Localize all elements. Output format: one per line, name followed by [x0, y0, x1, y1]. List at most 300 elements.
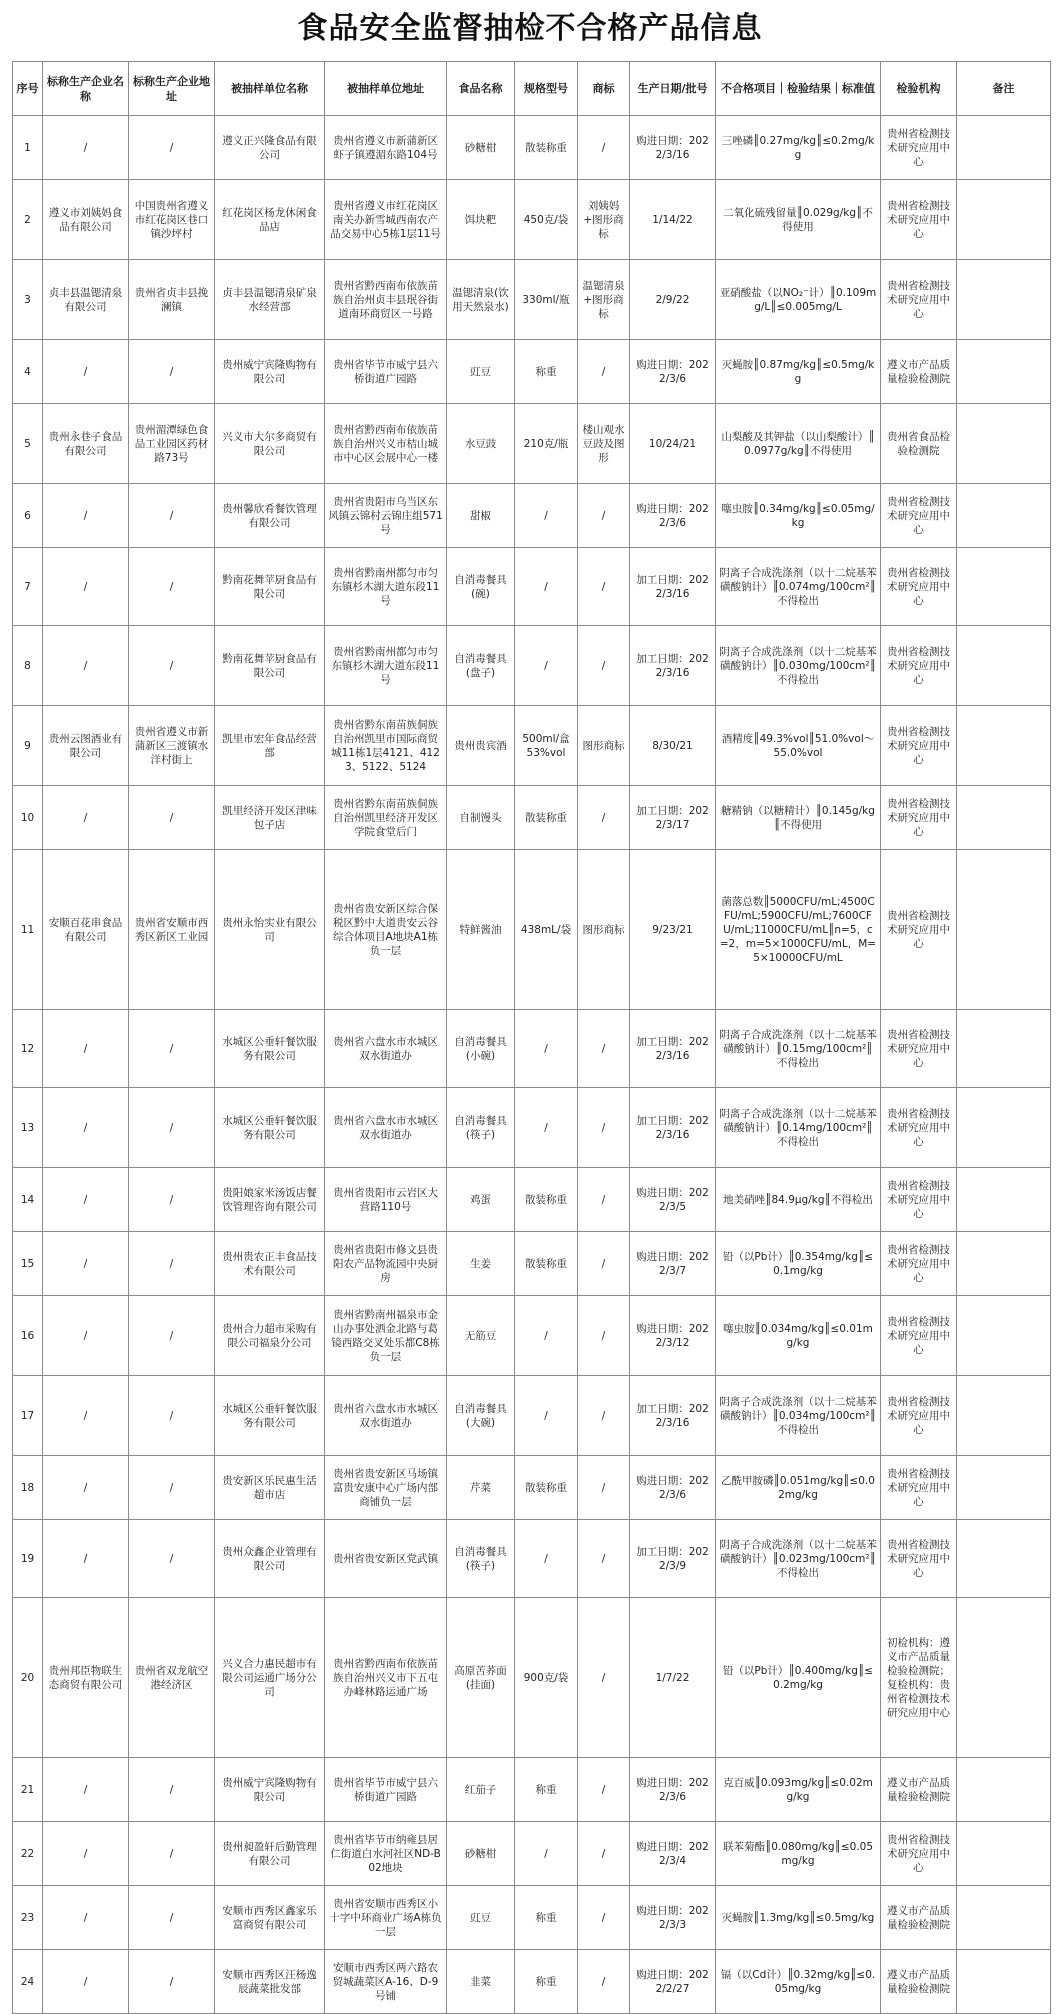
cell-failed-item: 镉（以Cd计）║0.32mg/kg║≤0.05mg/kg [716, 1950, 881, 2014]
cell-brand: / [578, 484, 630, 548]
cell-spec: / [515, 548, 578, 626]
cell-agency: 贵州省检测技术研究应用中心 [881, 1520, 957, 1598]
cell-spec: 210克/瓶 [515, 404, 578, 484]
cell-food-name: 自消毒餐具(筷子) [447, 1088, 515, 1168]
cell-failed-item: 菌落总数║5000CFU/mL;4500CFU/mL;5900CFU/mL;7600CFU/mL;11000CFU/mL║n=5，c=2，m=5×1000CFU/mL，M=5×10000CFU/mL [716, 850, 881, 1010]
cell-sampled-unit: 贵州威宁宾隆购物有限公司 [215, 1758, 325, 1822]
cell-spec: / [515, 484, 578, 548]
cell-note [957, 1456, 1051, 1520]
cell-food-name: 韭菜 [447, 1950, 515, 2014]
table-row [13, 1598, 1051, 1758]
cell-spec: 散装称重 [515, 1232, 578, 1296]
cell-agency: 贵州省检测技术研究应用中心 [881, 548, 957, 626]
cell-food-name: 砂糖柑 [447, 116, 515, 180]
cell-note [957, 116, 1051, 180]
cell-producer-address: 贵州湄潭绿色食品工业园区药材路73号 [129, 404, 215, 484]
cell-agency: 贵州省食品检验检测院 [881, 404, 957, 484]
cell-producer: 安顺百花串食品有限公司 [43, 850, 129, 1010]
cell-date: 购进日期：2022/3/6 [630, 484, 716, 548]
cell-date: 购进日期：2022/3/7 [630, 1232, 716, 1296]
cell-food-name: 红茄子 [447, 1758, 515, 1822]
cell-agency: 贵州省检测技术研究应用中心 [881, 626, 957, 706]
cell-sampled-address: 贵州省毕节市威宁县六桥街道广园路 [325, 1758, 447, 1822]
cell-brand: / [578, 1520, 630, 1598]
cell-producer: / [43, 1010, 129, 1088]
cell-producer: 贵州邦臣物联生态商贸有限公司 [43, 1598, 129, 1758]
cell-producer: / [43, 1456, 129, 1520]
cell-failed-item: 阴离子合成洗涤剂（以十二烷基苯磺酸钠计）║0.030mg/100cm²║不得检出 [716, 626, 881, 706]
cell-sampled-unit: 凯里经济开发区津味包子店 [215, 786, 325, 850]
cell-producer: 贵州永巷子食品有限公司 [43, 404, 129, 484]
col-failed-item: 不合格项目｜检验结果｜标准值 [716, 62, 881, 116]
cell-brand: / [578, 1822, 630, 1886]
cell-sampled-address: 贵州省六盘水市水城区双水街道办 [325, 1088, 447, 1168]
cell-agency: 贵州省检测技术研究应用中心 [881, 1088, 957, 1168]
table-row [13, 1376, 1051, 1456]
cell-brand: / [578, 1950, 630, 2014]
col-date: 生产日期/批号 [630, 62, 716, 116]
table-row [13, 1520, 1051, 1598]
cell-note [957, 1168, 1051, 1232]
cell-date: 加工日期：2022/3/16 [630, 548, 716, 626]
cell-failed-item: 铅（以Pb计）║0.400mg/kg║≤0.2mg/kg [716, 1598, 881, 1758]
cell-note [957, 1822, 1051, 1886]
cell-date: 加工日期：2022/3/16 [630, 1088, 716, 1168]
cell-sampled-unit: 贵州合力超市采购有限公司福泉分公司 [215, 1296, 325, 1376]
cell-food-name: 自消毒餐具(大碗) [447, 1376, 515, 1456]
cell-no: 24 [13, 1950, 43, 2014]
cell-sampled-unit: 安顺市西秀区汪杨逸辰蔬菜批发部 [215, 1950, 325, 2014]
col-no: 序号 [13, 62, 43, 116]
cell-sampled-address: 贵州省黔南州福泉市金山办事处洒金北路与葛镜西路交叉处乐都C8栋负一层 [325, 1296, 447, 1376]
cell-spec: 散装称重 [515, 786, 578, 850]
cell-producer: / [43, 786, 129, 850]
cell-sampled-unit: 贵阳娘家米汤饭店餐饮管理咨询有限公司 [215, 1168, 325, 1232]
cell-food-name: 无筋豆 [447, 1296, 515, 1376]
table-row [13, 340, 1051, 404]
cell-no: 22 [13, 1822, 43, 1886]
cell-sampled-unit: 安顺市西秀区鑫家乐富商贸有限公司 [215, 1886, 325, 1950]
cell-sampled-unit: 贵安新区乐民惠生活超市店 [215, 1456, 325, 1520]
cell-brand: / [578, 1168, 630, 1232]
table-row [13, 626, 1051, 706]
cell-failed-item: 地美硝唑║84.9μg/kg║不得检出 [716, 1168, 881, 1232]
cell-agency: 遵义市产品质量检验检测院 [881, 340, 957, 404]
cell-no: 6 [13, 484, 43, 548]
cell-sampled-address: 贵州省六盘水市水城区双水街道办 [325, 1376, 447, 1456]
cell-producer: / [43, 626, 129, 706]
cell-spec: 称重 [515, 1950, 578, 2014]
cell-spec: 500ml/盒 53%vol [515, 706, 578, 786]
cell-spec: 散装称重 [515, 1168, 578, 1232]
table-row [13, 1758, 1051, 1822]
cell-brand: / [578, 1456, 630, 1520]
cell-producer-address: / [129, 484, 215, 548]
cell-producer-address: / [129, 1758, 215, 1822]
cell-note [957, 1598, 1051, 1758]
cell-brand: / [578, 340, 630, 404]
cell-note [957, 484, 1051, 548]
cell-food-name: 特鲜酱油 [447, 850, 515, 1010]
cell-agency: 贵州省检测技术研究应用中心 [881, 1376, 957, 1456]
cell-sampled-address: 贵州省黔西南布依族苗族自治州兴义市桔山城市中心区会展中心一楼 [325, 404, 447, 484]
cell-producer: / [43, 1296, 129, 1376]
cell-producer: 遵义市刘姨妈食品有限公司 [43, 180, 129, 260]
cell-producer-address: 贵州省贞丰县挽澜镇 [129, 260, 215, 340]
cell-sampled-unit: 黔南花舞苹厨食品有限公司 [215, 626, 325, 706]
cell-producer: / [43, 340, 129, 404]
cell-sampled-unit: 凯里市宏年食品经营部 [215, 706, 325, 786]
cell-sampled-address: 贵州省贵阳市云岩区大营路110号 [325, 1168, 447, 1232]
cell-sampled-address: 贵州省黔东南苗族侗族自治州凯里经济开发区学院食堂后门 [325, 786, 447, 850]
cell-agency: 贵州省检测技术研究应用中心 [881, 116, 957, 180]
cell-producer-address: / [129, 786, 215, 850]
table-row [13, 1168, 1051, 1232]
cell-producer: / [43, 1822, 129, 1886]
cell-agency: 贵州省检测技术研究应用中心 [881, 850, 957, 1010]
cell-agency: 遵义市产品质量检验检测院 [881, 1886, 957, 1950]
cell-spec: 称重 [515, 1758, 578, 1822]
cell-failed-item: 二氧化硫残留量║0.029g/kg║不得使用 [716, 180, 881, 260]
cell-producer-address: / [129, 1520, 215, 1598]
cell-brand: / [578, 1232, 630, 1296]
cell-spec: / [515, 1822, 578, 1886]
cell-sampled-address: 贵州省黔西南布依族苗族自治州贞丰县珉谷街道南环商贸区一号路 [325, 260, 447, 340]
cell-producer: / [43, 116, 129, 180]
cell-date: 购进日期：2022/3/6 [630, 1456, 716, 1520]
col-producer-address: 标称生产企业地址 [129, 62, 215, 116]
cell-no: 14 [13, 1168, 43, 1232]
cell-sampled-unit: 贵州馨欣肴餐饮管理有限公司 [215, 484, 325, 548]
cell-date: 购进日期：2022/3/6 [630, 340, 716, 404]
cell-date: 加工日期：2022/3/9 [630, 1520, 716, 1598]
cell-date: 加工日期：2022/3/17 [630, 786, 716, 850]
table-row [13, 706, 1051, 786]
cell-note [957, 1232, 1051, 1296]
cell-spec: 散装称重 [515, 1456, 578, 1520]
table-row [13, 1088, 1051, 1168]
cell-producer-address: 中国贵州省遵义市红花岗区巷口镇沙坪村 [129, 180, 215, 260]
cell-failed-item: 灭蝇胺║0.87mg/kg║≤0.5mg/kg [716, 340, 881, 404]
cell-producer-address: / [129, 626, 215, 706]
cell-sampled-unit: 贵州威宁宾隆购物有限公司 [215, 340, 325, 404]
cell-agency: 贵州省检测技术研究应用中心 [881, 786, 957, 850]
header-row [13, 62, 1051, 116]
cell-producer-address: 贵州省双龙航空港经济区 [129, 1598, 215, 1758]
table-row [13, 1296, 1051, 1376]
cell-no: 8 [13, 626, 43, 706]
col-food-name: 食品名称 [447, 62, 515, 116]
cell-note [957, 1296, 1051, 1376]
table-row [13, 484, 1051, 548]
cell-producer-address: / [129, 1456, 215, 1520]
cell-food-name: 饵块粑 [447, 180, 515, 260]
col-spec: 规格型号 [515, 62, 578, 116]
cell-producer-address: / [129, 1010, 215, 1088]
cell-failed-item: 噻虫胺║0.034mg/kg║≤0.01mg/kg [716, 1296, 881, 1376]
cell-agency: 贵州省检测技术研究应用中心 [881, 260, 957, 340]
cell-agency: 贵州省检测技术研究应用中心 [881, 1232, 957, 1296]
cell-note [957, 548, 1051, 626]
cell-agency: 初检机构：遵义市产品质量检验检测院；复检机构：贵州省检测技术研究应用中心 [881, 1598, 957, 1758]
cell-note [957, 260, 1051, 340]
cell-producer-address: / [129, 1168, 215, 1232]
cell-note [957, 180, 1051, 260]
cell-sampled-unit: 红花岗区杨龙休闲食品店 [215, 180, 325, 260]
cell-no: 9 [13, 706, 43, 786]
cell-no: 19 [13, 1520, 43, 1598]
cell-food-name: 温锶清泉(饮用天然泉水) [447, 260, 515, 340]
cell-sampled-address: 贵州省贵安新区马场镇富贵安康中心广场内部商铺负一层 [325, 1456, 447, 1520]
cell-food-name: 砂糖柑 [447, 1822, 515, 1886]
cell-note [957, 1758, 1051, 1822]
cell-no: 20 [13, 1598, 43, 1758]
cell-sampled-address: 贵州省遵义市新蒲新区虾子镇遵湄东路104号 [325, 116, 447, 180]
cell-sampled-unit: 贵州永怡实业有限公司 [215, 850, 325, 1010]
table-row [13, 1950, 1051, 2014]
cell-food-name: 豇豆 [447, 1886, 515, 1950]
table-row [13, 1232, 1051, 1296]
cell-note [957, 1376, 1051, 1456]
cell-brand: / [578, 1088, 630, 1168]
cell-date: 购进日期：2022/3/16 [630, 116, 716, 180]
cell-date: 购进日期：2022/3/4 [630, 1822, 716, 1886]
cell-sampled-address: 贵州省毕节市威宁县六桥街道广园路 [325, 340, 447, 404]
cell-agency: 贵州省检测技术研究应用中心 [881, 1168, 957, 1232]
cell-note [957, 706, 1051, 786]
cell-brand: / [578, 1598, 630, 1758]
cell-brand: 刘姨妈+图形商标 [578, 180, 630, 260]
cell-brand: 图形商标 [578, 850, 630, 1010]
cell-no: 12 [13, 1010, 43, 1088]
cell-date: 2/9/22 [630, 260, 716, 340]
col-sampled-address: 被抽样单位地址 [325, 62, 447, 116]
cell-no: 7 [13, 548, 43, 626]
cell-spec: / [515, 1088, 578, 1168]
cell-producer: / [43, 1886, 129, 1950]
table-row [13, 1822, 1051, 1886]
cell-producer: / [43, 1376, 129, 1456]
cell-note [957, 626, 1051, 706]
cell-sampled-address: 贵州省黔东南苗族侗族自治州凯里市国际商贸城11栋1层4121、4123、5122、5124 [325, 706, 447, 786]
cell-date: 10/24/21 [630, 404, 716, 484]
cell-sampled-address: 贵州省贵安新区综合保税区黔中大道贵安云谷综合体项目A地块A1栋负一层 [325, 850, 447, 1010]
cell-no: 2 [13, 180, 43, 260]
cell-no: 11 [13, 850, 43, 1010]
cell-failed-item: 亚硝酸盐（以NO₂⁻计）║0.109mg/L║≤0.005mg/L [716, 260, 881, 340]
cell-no: 15 [13, 1232, 43, 1296]
cell-sampled-unit: 黔南花舞苹厨食品有限公司 [215, 548, 325, 626]
cell-brand: / [578, 1758, 630, 1822]
cell-sampled-unit: 水城区公垂轩餐饮服务有限公司 [215, 1088, 325, 1168]
cell-date: 购进日期：2022/3/5 [630, 1168, 716, 1232]
cell-food-name: 高原苦荞面(挂面) [447, 1598, 515, 1758]
cell-note [957, 850, 1051, 1010]
cell-failed-item: 铅（以Pb计）║0.354mg/kg║≤0.1mg/kg [716, 1232, 881, 1296]
col-agency: 检验机构 [881, 62, 957, 116]
cell-no: 23 [13, 1886, 43, 1950]
cell-sampled-address: 贵州省黔南州都匀市匀东镇杉木湖大道东段11号 [325, 548, 447, 626]
cell-sampled-unit: 兴义市大尔多商贸有限公司 [215, 404, 325, 484]
cell-food-name: 自消毒餐具(筷子) [447, 1520, 515, 1598]
cell-failed-item: 糖精钠（以糖精计）║0.145g/kg║不得使用 [716, 786, 881, 850]
cell-failed-item: 灭蝇胺║1.3mg/kg║≤0.5mg/kg [716, 1886, 881, 1950]
cell-food-name: 自消毒餐具(小碗) [447, 1010, 515, 1088]
cell-spec: 438mL/袋 [515, 850, 578, 1010]
cell-sampled-unit: 贞丰县温锶清泉矿泉水经营部 [215, 260, 325, 340]
cell-failed-item: 阴离子合成洗涤剂（以十二烷基苯磺酸钠计）║0.15mg/100cm²║不得检出 [716, 1010, 881, 1088]
cell-date: 加工日期：2022/3/16 [630, 626, 716, 706]
cell-sampled-address: 贵州省黔西南布依族苗族自治州兴义市下五屯办峰林路运通广场 [325, 1598, 447, 1758]
cell-food-name: 鸡蛋 [447, 1168, 515, 1232]
cell-failed-item: 克百威║0.093mg/kg║≤0.02mg/kg [716, 1758, 881, 1822]
cell-no: 17 [13, 1376, 43, 1456]
cell-no: 13 [13, 1088, 43, 1168]
cell-failed-item: 乙酰甲胺磷║0.051mg/kg║≤0.02mg/kg [716, 1456, 881, 1520]
table-row [13, 180, 1051, 260]
cell-food-name: 豇豆 [447, 340, 515, 404]
cell-brand: 图形商标 [578, 706, 630, 786]
cell-no: 16 [13, 1296, 43, 1376]
cell-brand: / [578, 626, 630, 706]
cell-date: 购进日期：2022/3/6 [630, 1758, 716, 1822]
cell-sampled-address: 贵州省安顺市西秀区小十字中环商业广场A栋负一层 [325, 1886, 447, 1950]
cell-date: 9/23/21 [630, 850, 716, 1010]
cell-spec: / [515, 1296, 578, 1376]
cell-brand: / [578, 116, 630, 180]
cell-sampled-unit: 贵州昶盈轩后勤管理有限公司 [215, 1822, 325, 1886]
table-row [13, 116, 1051, 180]
cell-food-name: 自制馒头 [447, 786, 515, 850]
cell-sampled-address: 贵州省黔南州都匀市匀东镇杉木湖大道东段11号 [325, 626, 447, 706]
cell-producer-address: / [129, 1950, 215, 2014]
cell-producer: / [43, 1520, 129, 1598]
table-row [13, 404, 1051, 484]
col-brand: 商标 [578, 62, 630, 116]
cell-failed-item: 联苯菊酯║0.080mg/kg║≤0.05mg/kg [716, 1822, 881, 1886]
table-row [13, 786, 1051, 850]
cell-date: 加工日期：2022/3/16 [630, 1010, 716, 1088]
cell-producer-address: 贵州省遵义市新蒲新区三渡镇水洋村街上 [129, 706, 215, 786]
cell-sampled-unit: 贵州众鑫企业管理有限公司 [215, 1520, 325, 1598]
cell-date: 8/30/21 [630, 706, 716, 786]
cell-failed-item: 噻虫胺║0.34mg/kg║≤0.05mg/kg [716, 484, 881, 548]
table-row [13, 1886, 1051, 1950]
cell-spec: / [515, 1010, 578, 1088]
cell-producer-address: / [129, 1376, 215, 1456]
cell-producer: / [43, 1758, 129, 1822]
cell-date: 购进日期：2022/3/12 [630, 1296, 716, 1376]
cell-no: 1 [13, 116, 43, 180]
cell-brand: / [578, 786, 630, 850]
cell-note [957, 404, 1051, 484]
cell-failed-item: 阴离子合成洗涤剂（以十二烷基苯磺酸钠计）║0.034mg/100cm²║不得检出 [716, 1376, 881, 1456]
cell-producer: / [43, 548, 129, 626]
cell-spec: 称重 [515, 1886, 578, 1950]
cell-agency: 贵州省检测技术研究应用中心 [881, 1296, 957, 1376]
cell-note [957, 1886, 1051, 1950]
table-row [13, 850, 1051, 1010]
cell-no: 3 [13, 260, 43, 340]
cell-producer-address: / [129, 1822, 215, 1886]
cell-agency: 贵州省检测技术研究应用中心 [881, 180, 957, 260]
table-row [13, 1456, 1051, 1520]
cell-producer-address: / [129, 1088, 215, 1168]
cell-agency: 贵州省检测技术研究应用中心 [881, 1456, 957, 1520]
cell-note [957, 1520, 1051, 1598]
cell-agency: 贵州省检测技术研究应用中心 [881, 1822, 957, 1886]
cell-spec: / [515, 1376, 578, 1456]
cell-sampled-unit: 兴义合力惠民超市有限公司运通广场分公司 [215, 1598, 325, 1758]
cell-date: 加工日期：2022/3/16 [630, 1376, 716, 1456]
cell-producer: / [43, 1950, 129, 2014]
cell-producer: 贵州云图酒业有限公司 [43, 706, 129, 786]
cell-failed-item: 阴离子合成洗涤剂（以十二烷基苯磺酸钠计）║0.14mg/100cm²║不得检出 [716, 1088, 881, 1168]
cell-sampled-unit: 贵州贵农正丰食品技术有限公司 [215, 1232, 325, 1296]
cell-spec: 900克/袋 [515, 1598, 578, 1758]
cell-producer-address: / [129, 1296, 215, 1376]
col-producer: 标称生产企业名称 [43, 62, 129, 116]
results-table [12, 61, 1051, 2014]
cell-spec: 称重 [515, 340, 578, 404]
cell-spec: / [515, 1520, 578, 1598]
cell-producer-address: / [129, 1232, 215, 1296]
cell-agency: 遵义市产品质量检验检测院 [881, 1950, 957, 2014]
cell-brand: 楼山观水豆豉及图形 [578, 404, 630, 484]
cell-sampled-address: 贵州省遵义市红花岗区南关办新雪城西南农产品交易中心5栋1层11号 [325, 180, 447, 260]
cell-failed-item: 三唑磷║0.27mg/kg║≤0.2mg/kg [716, 116, 881, 180]
cell-food-name: 自消毒餐具(碗) [447, 548, 515, 626]
cell-no: 18 [13, 1456, 43, 1520]
cell-producer: / [43, 1088, 129, 1168]
cell-agency: 贵州省检测技术研究应用中心 [881, 484, 957, 548]
cell-sampled-unit: 水城区公垂轩餐饮服务有限公司 [215, 1010, 325, 1088]
cell-date: 1/14/22 [630, 180, 716, 260]
cell-spec: 散装称重 [515, 116, 578, 180]
col-note: 备注 [957, 62, 1051, 116]
cell-producer: / [43, 1168, 129, 1232]
cell-agency: 贵州省检测技术研究应用中心 [881, 1010, 957, 1088]
table-row [13, 548, 1051, 626]
cell-no: 10 [13, 786, 43, 850]
cell-spec: 330ml/瓶 [515, 260, 578, 340]
cell-food-name: 水豆豉 [447, 404, 515, 484]
cell-brand: / [578, 1296, 630, 1376]
cell-sampled-unit: 遵义正兴隆食品有限公司 [215, 116, 325, 180]
cell-no: 5 [13, 404, 43, 484]
cell-producer: 贞丰县温锶清泉有限公司 [43, 260, 129, 340]
cell-failed-item: 阴离子合成洗涤剂（以十二烷基苯磺酸钠计）║0.074mg/100cm²║不得检出 [716, 548, 881, 626]
cell-note [957, 1950, 1051, 2014]
cell-producer-address: 贵州省安顺市西秀区新区工业园 [129, 850, 215, 1010]
cell-note [957, 1010, 1051, 1088]
cell-agency: 贵州省检测技术研究应用中心 [881, 706, 957, 786]
page-title: 食品安全监督抽检不合格产品信息 [297, 11, 763, 46]
cell-producer: / [43, 1232, 129, 1296]
cell-no: 21 [13, 1758, 43, 1822]
cell-failed-item: 酒精度║49.3%vol║51.0%vol～55.0%vol [716, 706, 881, 786]
cell-spec: 450克/袋 [515, 180, 578, 260]
cell-brand: / [578, 1886, 630, 1950]
cell-sampled-address: 贵州省贵阳市乌当区东风镇云锦村云锦庄组571号 [325, 484, 447, 548]
table-row [13, 1010, 1051, 1088]
col-sampled-unit: 被抽样单位名称 [215, 62, 325, 116]
cell-note [957, 786, 1051, 850]
cell-food-name: 芹菜 [447, 1456, 515, 1520]
cell-sampled-unit: 水城区公垂轩餐饮服务有限公司 [215, 1376, 325, 1456]
cell-sampled-address: 贵州省贵安新区党武镇 [325, 1520, 447, 1598]
cell-food-name: 贵州贵宾酒 [447, 706, 515, 786]
